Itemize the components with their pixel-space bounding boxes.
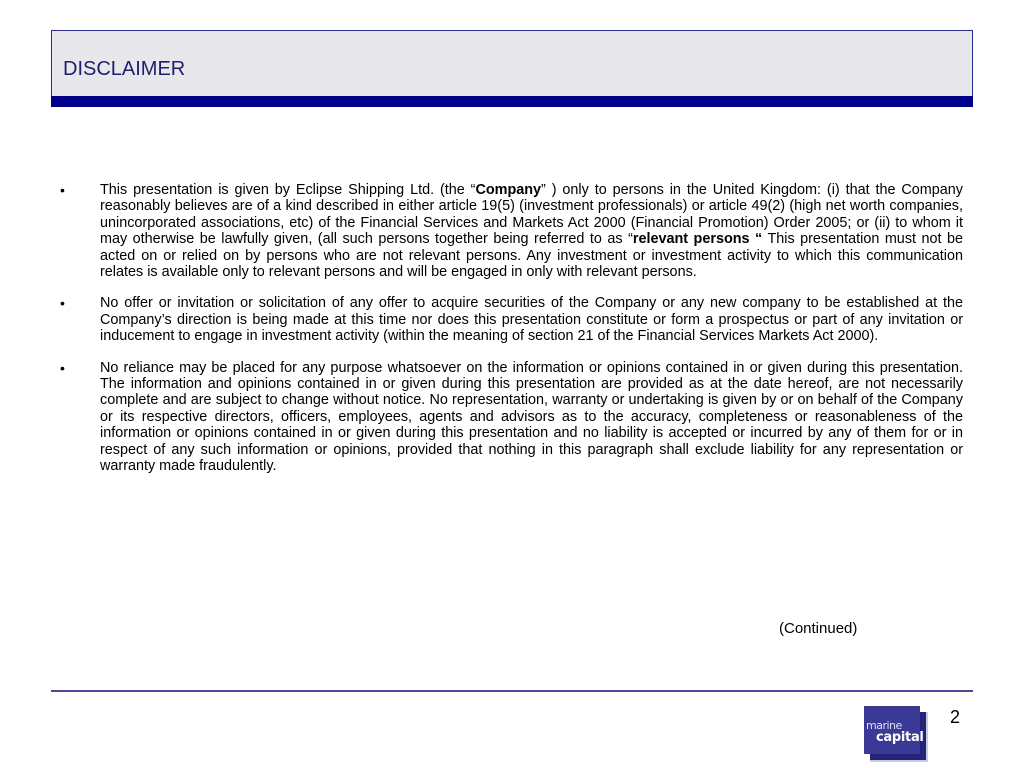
continued-label: (Continued): [779, 620, 858, 637]
bullet-text: No reliance may be placed for any purpose whatsoever on the information or opinions contained in or given during this presentation. The information and opinions contained in or given during this presentation are provided as at the date hereof, are not necessarily complete and are subject to change without notice. No representation, warranty or undertaking is given by or on behalf of the Company or its respective directors, officers, employees, agents and advisors as to the accuracy, completeness or reasonableness of the information or opinions contained in or given during this presentation and no liability is accepted or incurred by any of them for or in respect of any such information or opinions, provided that nothing in this paragraph shall exclude liability for any representation or warranty made fraudulently.: [100, 359, 963, 475]
bullet-marker: •: [60, 359, 65, 376]
bullet-text: No offer or invitation or solicitation of any offer to acquire securities of the Company or any new company to be established at the Company’s direction is being made at this time nor does this presentation constitute or form a prospectus or part of any invitation or inducement to engage in investment activity (within the meaning of section 21 of the Financial Services Markets Act 2000).: [100, 295, 963, 345]
term-relevant-persons: relevant persons “: [632, 231, 763, 248]
page-title: DISCLAIMER: [63, 58, 186, 80]
bullet-marker: •: [60, 182, 65, 198]
logo-text-capital: capital: [876, 730, 924, 745]
text-run: This presentation must not be acted on or relied on by persons who are not relevant persons. Any investment or investment activity to which this communication relates is available only to relevant persons and will be engaged in only with relevant persons.: [100, 231, 963, 281]
page-number: 2: [950, 707, 961, 727]
bullet-item: [57, 295, 963, 344]
text-run: ” ) only to persons in the United Kingdom: (i) that the Company reasonably believes are of a kind described in either article 19(5) (investment professionals) or article 49(2) (high net worth companies, unincorporated associations, etc) of the Financial Services and Markets Act 2000 (Financial Promotion) Order 2005; or (ii) to whom it may otherwise be lawfully given, (all such persons together being referred to as “: [100, 182, 963, 248]
bullet-text: [100, 182, 963, 280]
bullet-marker: •: [60, 295, 65, 312]
text-run: This presentation is given by Eclipse Shipping Ltd. (the “: [100, 182, 476, 198]
footer-divider: [51, 690, 973, 692]
bullet-item: [57, 182, 963, 280]
logo-box: [864, 706, 924, 754]
term-company: Company: [475, 182, 542, 198]
header-accent-bar: [51, 96, 973, 107]
disclaimer-content: [57, 182, 963, 490]
marine-capital-logo: [864, 706, 926, 760]
header-box: [51, 30, 973, 97]
logo-text-marine: marine: [866, 719, 902, 732]
bullet-item: [57, 360, 963, 475]
